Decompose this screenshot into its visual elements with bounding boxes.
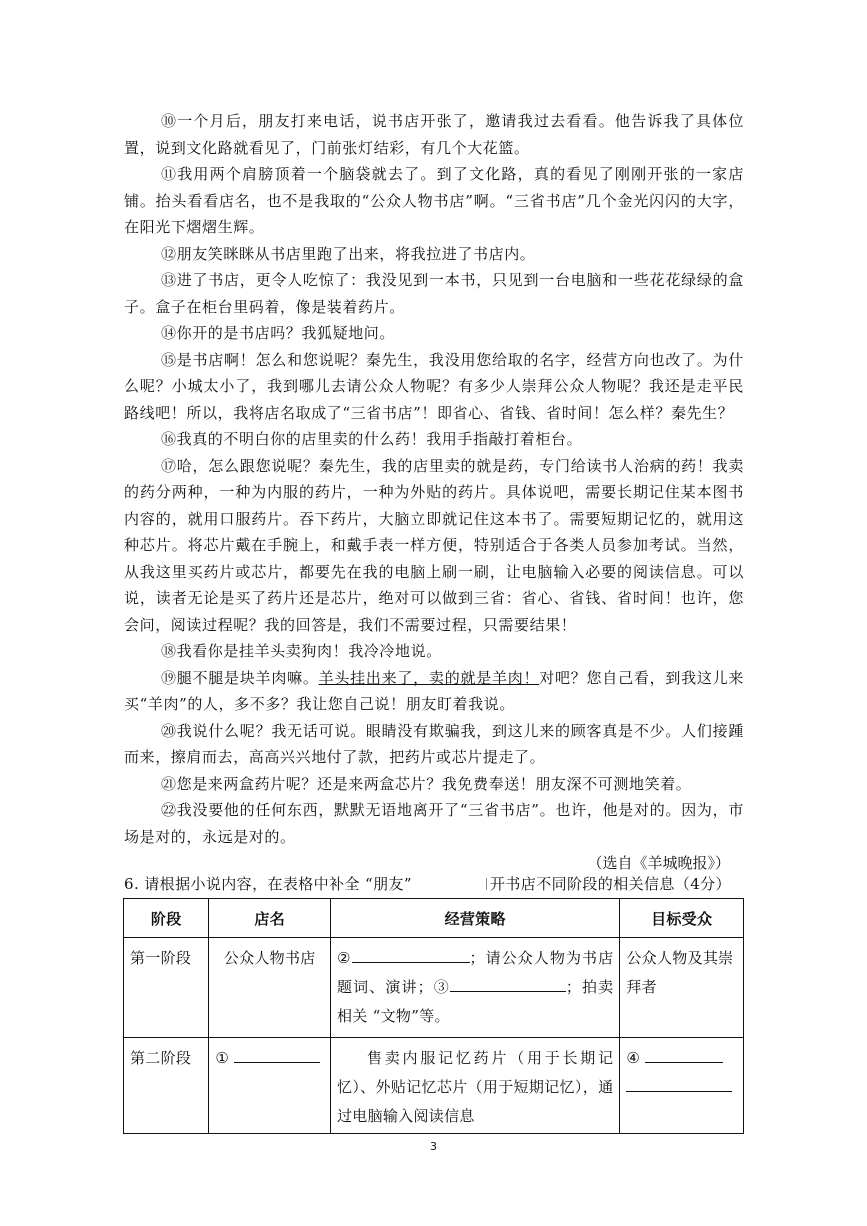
header-name: 店名 — [209, 899, 331, 938]
question-prefix: 6. 请根据小说内容，在表格中补全 “朋友” — [124, 875, 412, 893]
source-citation: （选自《羊城晚报》） — [587, 854, 730, 872]
header-stage: 阶段 — [124, 899, 209, 938]
paragraph-20: ⑳我说什么呢？我无话可说。眼睛没有欺骗我，到这儿来的顾客真是不少。人们接踵而来，擦肩而去，高高兴兴地付了款，把药片或芯片提走了。 — [124, 721, 744, 766]
strategy-cell — [330, 938, 619, 1038]
cursor-mark — [486, 878, 487, 890]
paragraph-21: ㉑您是来两盒药片呢？还是来两盒芯片？我免费奉送！朋友深不可测地笑着。 — [161, 774, 692, 793]
answer-blank-2[interactable] — [352, 948, 470, 963]
paragraph-18: ⑱我看你是挂羊头卖狗肉！我冷冷地说。 — [161, 642, 442, 660]
story-passage — [124, 108, 744, 877]
shop-name-cell — [209, 1038, 331, 1134]
header-strategy: 经营策略 — [330, 899, 619, 938]
audience-cell: 公众人物及其崇拜者 — [620, 938, 744, 1038]
paragraph-10: ⑩一个月后，朋友打来电话，说书店开张了，邀请我过去看看。他告诉我了具体位置，说到文化路就看见了，门前张灯结彩，有几个大花篮。 — [124, 112, 744, 157]
paragraph-15: ⑮是书店啊！怎么和您说呢？秦先生，我没用您给取的名字，经营方向也改了。为什么呢？小城太小了，我到哪儿去请公众人物呢？有多少人崇拜公众人物呢？我还是走平民路线吧！所以，我将店名取成了“三省书店”！即省心、省钱、省时间！怎么样？秦先生？ — [124, 350, 744, 422]
answer-blank-4-line-2[interactable] — [626, 1077, 732, 1092]
header-audience: 目标受众 — [620, 899, 744, 938]
answer-table — [123, 898, 744, 1134]
table-row — [124, 1038, 744, 1134]
answer-blank-3[interactable] — [450, 977, 566, 992]
answer-blank-1[interactable] — [234, 1048, 320, 1063]
audience-cell — [620, 1038, 744, 1134]
shop-name-cell: 公众人物书店 — [209, 938, 331, 1038]
strategy-cell: 售卖内服记忆药片（用于长期记忆）、外贴记忆芯片（用于短期记忆），通过电脑输入阅读信息 — [330, 1038, 619, 1134]
table-header-row — [124, 899, 744, 938]
paragraph-12: ⑫朋友笑眯眯从书店里跑了出来，将我拉进了书店内。 — [161, 244, 536, 263]
strategy-text-1: ；请公众人物为书店题词、演讲；③ — [336, 949, 614, 996]
stage-cell: 第一阶段 — [124, 938, 209, 1038]
blank-1-label: ① — [215, 1049, 230, 1067]
blank-4-label: ④ — [626, 1049, 641, 1067]
underlined-sentence: 羊头挂出来了，卖的就是羊肉！ — [318, 668, 540, 687]
paragraph-11: ⑪我用两个肩膀顶着一个脑袋就去了。到了文化路，真的看见了刚刚开张的一家店铺。抬头看看店名，也不是我取的“公众人物书店”啊。“三省书店”几个金光闪闪的大字，在阳光下熠熠生辉。 — [124, 165, 744, 236]
question-6 — [124, 872, 764, 896]
paragraph-19 — [124, 665, 744, 718]
paragraph-16: ⑯我真的不明白你的店里卖的什么药！我用手指敲打着柜台。 — [161, 430, 583, 448]
strategy-text-2: ；拍卖相关 “文物”等。 — [336, 978, 614, 1025]
blank-2-label: ② — [336, 949, 352, 967]
paragraph-22: ㉒我没要他的任何东西，默默无语地离开了“三省书店”。也许，他是对的。因为，市场是对的，永远是对的。 — [124, 801, 744, 846]
question-suffix: 开书店不同阶段的相关信息（4分） — [490, 875, 731, 893]
table-row — [124, 938, 744, 1038]
paragraph-13: ⑬进了书店，更令人吃惊了：我没见到一本书，只见到一台电脑和一些花花绿绿的盒子。盒子在柜台里码着，像是装着药片。 — [124, 271, 744, 316]
stage-cell: 第二阶段 — [124, 1038, 209, 1134]
paragraph-17: ⑰哈，怎么跟您说呢？秦先生，我的店里卖的就是药，专门给读书人治病的药！我卖的药分两种，一种为内服的药片，一种为外贴的药片。具体说吧，需要长期记住某本图书内容的，就用口服药片。吞下药片，大脑立即就记住这本书了。需要短期记忆的，就用这种芯片。将芯片戴在手腕上，和戴手表一样方便，特别适合于各类人员参加考试。当然，从我这里买药片或芯片，都要先在我的电脑上刷一刷，让电脑输入必要的阅读信息。可以说，读者无论是买了药片还是芯片，绝对可以做到三省：省心、省钱、省时间！也许，您会问，阅读过程呢？我的回答是，我们不需要过程，只需要结果！ — [124, 456, 744, 634]
page-number: 3 — [430, 1140, 437, 1153]
paragraph-19-tail: 对吧？您自己看，到我这儿来买“羊肉”的人，多不多？我让您自己说！朋友盯着我说。 — [124, 668, 744, 713]
paragraph-14: ⑭你开的是书店吗？我狐疑地问。 — [161, 324, 396, 342]
answer-blank-4[interactable] — [645, 1048, 723, 1063]
paragraph-19-lead: ⑲腿不腿是块羊肉嘛。 — [161, 668, 319, 687]
